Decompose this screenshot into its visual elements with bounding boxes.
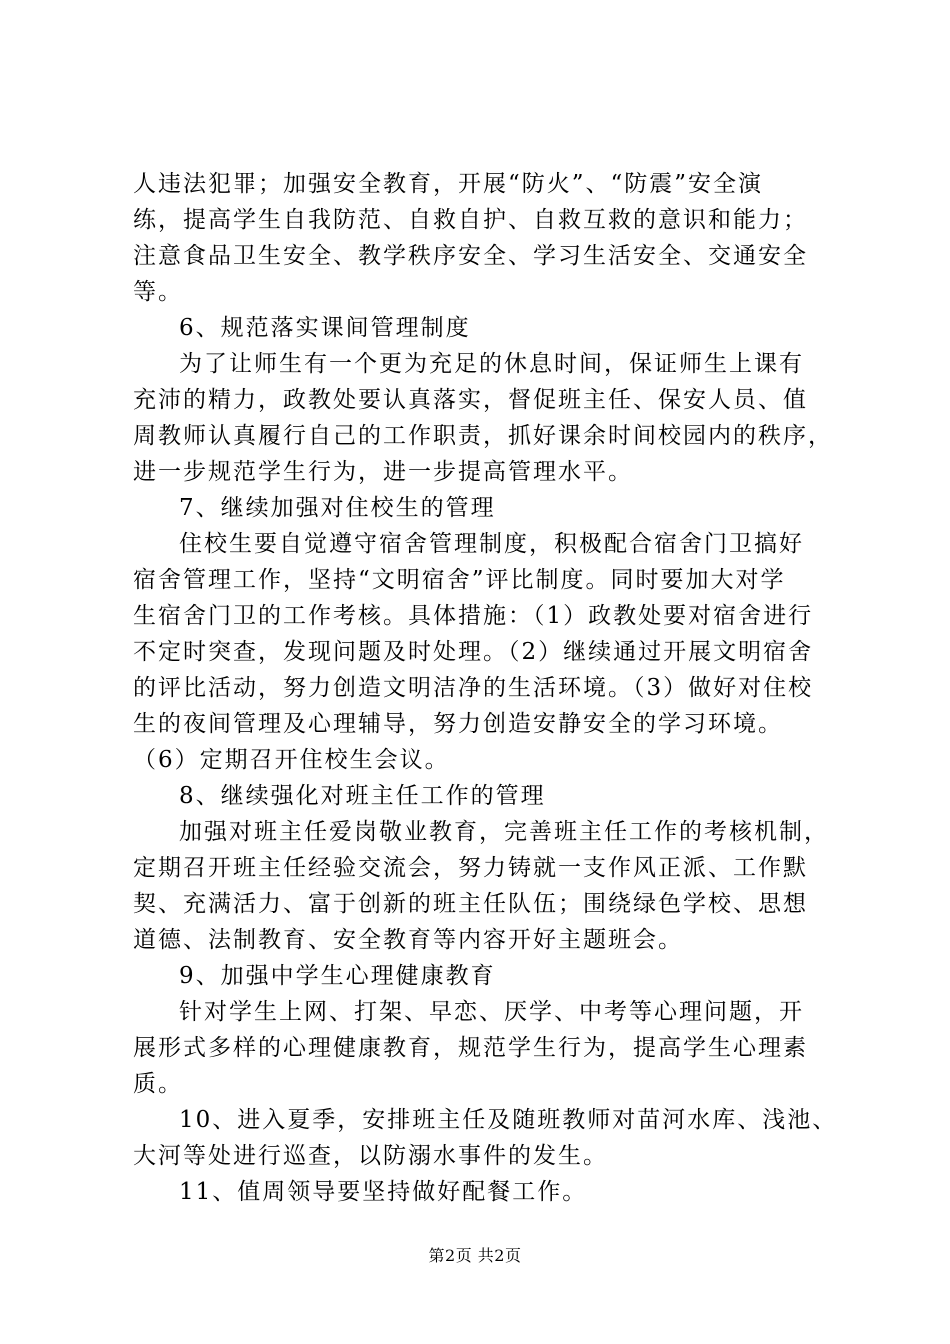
text-line: （6）定期召开住校生会议。 xyxy=(133,747,450,773)
text-line: 为了让师生有一个更为充足的休息时间，保证师生上课有 xyxy=(179,351,804,377)
text-line: 人违法犯罪；加强安全教育，开展“防火”、“防震”安全演 xyxy=(133,171,764,197)
text-line: 进一步规范学生行为，进一步提高管理水平。 xyxy=(133,459,633,485)
text-line: 加强对班主任爱岗敬业教育，完善班主任工作的考核机制， xyxy=(179,819,829,845)
text-line: 道德、法制教育、安全教育等内容开好主题班会。 xyxy=(133,927,683,953)
text-line: 等。 xyxy=(133,279,183,305)
text-line: 质。 xyxy=(133,1071,183,1097)
text-line: 充沛的精力，政教处要认真落实，督促班主任、保安人员、值 xyxy=(133,387,808,413)
text-line: 生的夜间管理及心理辅导，努力创造安静安全的学习环境。 xyxy=(133,711,783,737)
document-body xyxy=(133,166,838,1210)
page-footer: 第2页 共2页 xyxy=(428,1246,522,1265)
text-line: 注意食品卫生安全、教学秩序安全、学习生活安全、交通安全 xyxy=(133,243,808,269)
text-line: 9、加强中学生心理健康教育 xyxy=(179,963,496,989)
text-line: 针对学生上网、打架、早恋、厌学、中考等心理问题，开 xyxy=(179,999,804,1025)
text-line: 8、继续强化对班主任工作的管理 xyxy=(179,783,546,809)
text-line: 周教师认真履行自己的工作职责，抓好课余时间校园内的秩序， xyxy=(133,423,833,449)
text-line: 10、进入夏季，安排班主任及随班教师对苗河水库、浅池、 xyxy=(179,1107,838,1133)
text-line: 住校生要自觉遵守宿舍管理制度，积极配合宿舍门卫搞好 xyxy=(179,531,804,557)
text-line: 练，提高学生自我防范、自救自护、自救互救的意识和能力； xyxy=(133,207,808,233)
text-line: 生宿舍门卫的工作考核。具体措施：（1）政教处要对宿舍进行 xyxy=(133,603,814,629)
text-line: 定期召开班主任经验交流会，努力铸就一支作风正派、工作默 xyxy=(133,855,808,881)
text-line: 11、值周领导要坚持做好配餐工作。 xyxy=(179,1179,588,1205)
text-line: 契、充满活力、富于创新的班主任队伍；围绕绿色学校、思想 xyxy=(133,891,808,917)
text-line: 的评比活动，努力创造文明洁净的生活环境。（3）做好对住校 xyxy=(133,675,814,701)
text-line: 宿舍管理工作，坚持“文明宿舍”评比制度。同时要加大对学 xyxy=(133,567,786,593)
text-line: 6、规范落实课间管理制度 xyxy=(179,315,471,341)
text-line: 不定时突查，发现问题及时处理。（2）继续通过开展文明宿舍 xyxy=(133,639,814,665)
text-line: 展形式多样的心理健康教育，规范学生行为，提高学生心理素 xyxy=(133,1035,808,1061)
text-line: 7、继续加强对住校生的管理 xyxy=(179,495,496,521)
text-line: 大河等处进行巡查，以防溺水事件的发生。 xyxy=(133,1143,608,1169)
